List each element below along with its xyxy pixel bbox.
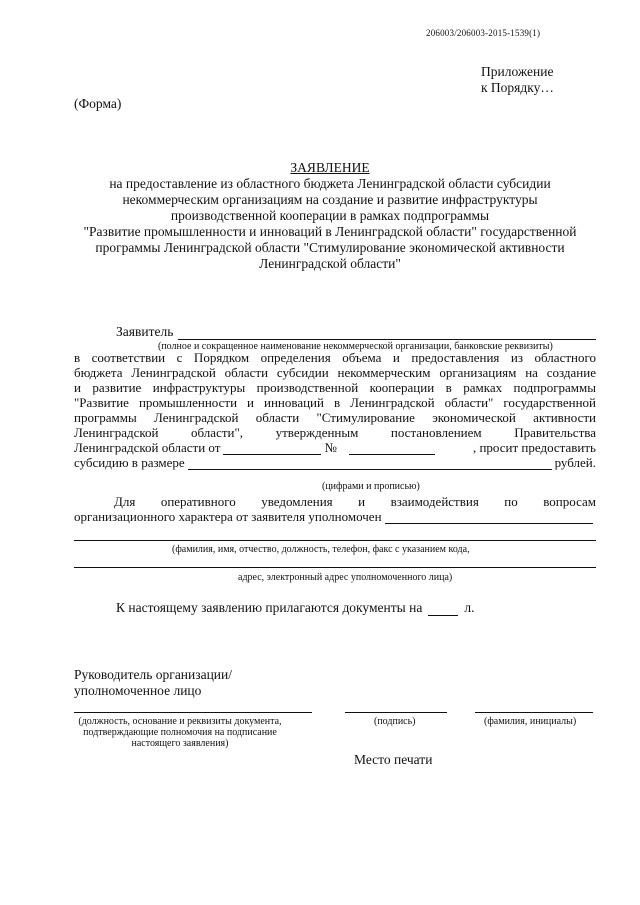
- contact-line-2: [74, 509, 596, 524]
- decree-number-field[interactable]: [349, 442, 435, 455]
- decree-date-label: Ленинградской области от: [74, 440, 221, 455]
- seal-place: Место печати: [354, 752, 433, 767]
- title-line: Ленинградской области": [259, 256, 401, 271]
- title-line: производственной кооперации в рамках подпрограммы: [170, 208, 490, 223]
- decree-date-field[interactable]: [223, 442, 321, 455]
- title-main: ЗАЯВЛЕНИЕ: [290, 160, 370, 175]
- contact-address-field[interactable]: [74, 567, 596, 568]
- applicant-label: Заявитель: [116, 324, 174, 339]
- title-line: на предоставление из областного бюджета Ленинградской области субсидии: [109, 176, 551, 191]
- name-initials-field[interactable]: [475, 712, 593, 713]
- signature-hint: (подпись): [374, 716, 416, 727]
- body-line: программы Ленинградской области "Стимулирование экономической активности: [74, 410, 596, 425]
- signature-field[interactable]: [345, 712, 447, 713]
- amount-label: субсидию в размере: [74, 455, 185, 470]
- position-hint-line: (должность, основание и реквизиты документа,: [78, 716, 282, 727]
- appendix-line-2: к Порядку…: [481, 80, 554, 95]
- contact-details-field[interactable]: [74, 540, 596, 541]
- amount-currency: рублей.: [554, 455, 596, 470]
- contact-label: организационного характера от заявителя уполномочен: [74, 509, 382, 524]
- position-hint: [62, 716, 298, 749]
- body-line: Ленинградской области", утвержденным постановлением Правительства: [74, 425, 596, 440]
- position-hint-line: подтверждающие полномочия на подписание: [83, 727, 277, 738]
- body-line: в соответствии с Порядком определения объема и предоставления из областного: [74, 350, 596, 365]
- signatory-heading: [74, 667, 232, 699]
- position-field[interactable]: [74, 712, 312, 713]
- document-id: 206003/206003-2015-1539(1): [426, 28, 541, 38]
- body-line: "Развитие промышленности и инноваций в Ленинградской области" государственной: [74, 395, 596, 410]
- title-line: программы Ленинградской области "Стимулирование экономической активности: [95, 240, 565, 255]
- decree-line: [74, 440, 596, 455]
- attachments-pages-field[interactable]: [428, 603, 458, 616]
- appendix-label: [481, 64, 554, 96]
- attachments-line: [116, 600, 474, 616]
- amount-hint: (цифрами и прописью): [322, 481, 420, 492]
- request-text: , просит предоставить: [472, 440, 596, 455]
- contact-paragraph: [74, 494, 596, 524]
- name-hint: (фамилия, инициалы): [484, 716, 577, 727]
- attachments-unit: л.: [464, 600, 475, 615]
- decree-number-label: №: [324, 440, 337, 455]
- form-label: (Форма): [74, 96, 122, 111]
- amount-line: [74, 455, 596, 470]
- appendix-line-1: Приложение: [481, 64, 554, 79]
- document-title: [60, 160, 600, 272]
- body-line: и развитие инфраструктуры производственной кооперации в рамках подпрограммы: [74, 380, 596, 395]
- signatory-line-2: уполномоченное лицо: [74, 683, 202, 698]
- contact-hint-1: (фамилия, имя, отчество, должность, телефон, факс с указанием кода,: [172, 544, 470, 555]
- title-line: некоммерческим организациям на создание и развитие инфраструктуры: [122, 192, 538, 207]
- amount-field[interactable]: [188, 457, 552, 470]
- applicant-field[interactable]: [178, 339, 596, 340]
- body-paragraph: [74, 350, 596, 470]
- contact-hint-2: адрес, электронный адрес уполномоченного лица): [238, 572, 453, 583]
- contact-line: Для оперативного уведомления и взаимодействия по вопросам: [114, 494, 596, 509]
- signatory-line-1: Руководитель организации/: [74, 667, 233, 682]
- applicant-hint: (полное и сокращенное наименование некоммерческой организации, банковские реквизиты): [158, 341, 553, 352]
- body-line: бюджета Ленинградской области субсидии некоммерческим организациям на создание: [74, 365, 596, 380]
- attachments-label: К настоящему заявлению прилагаются документы на: [116, 600, 423, 615]
- position-hint-line: настоящего заявления): [131, 738, 229, 749]
- authorized-person-field[interactable]: [385, 511, 593, 524]
- title-line: "Развитие промышленности и инноваций в Ленинградской области" государственной: [83, 224, 577, 239]
